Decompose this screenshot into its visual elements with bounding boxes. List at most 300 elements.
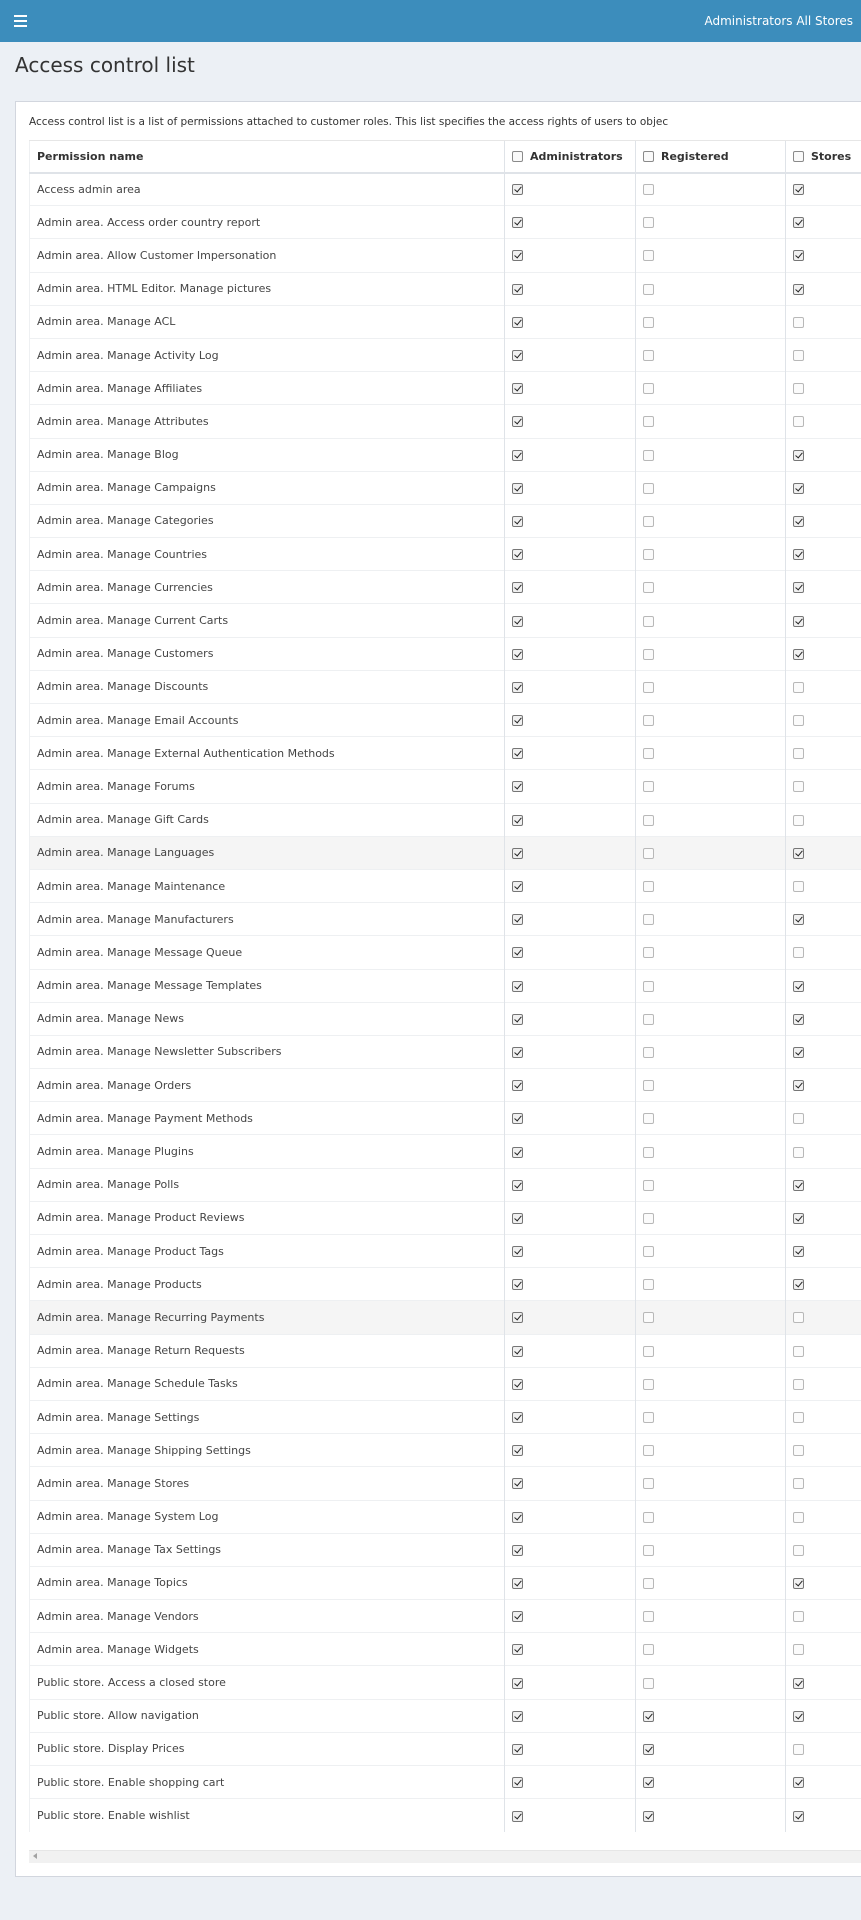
administrators-permission-checkbox[interactable] xyxy=(512,781,523,792)
administrators-permission-checkbox[interactable] xyxy=(512,649,523,660)
stores-permission-cell xyxy=(786,670,861,703)
table-row xyxy=(30,1400,861,1433)
page-title: Access control list xyxy=(15,53,195,77)
permission-name-cell: Admin area. Manage Shipping Settings xyxy=(30,1434,505,1467)
registered-permission-cell xyxy=(636,737,786,770)
registered-permission-checkbox[interactable] xyxy=(643,549,654,560)
acl-description: Access control list is a list of permissions attached to customer roles. This list specifies the access rights of users to objec xyxy=(29,116,669,128)
administrators-permission-checkbox[interactable] xyxy=(512,1777,523,1788)
registered-permission-cell xyxy=(636,604,786,637)
stores-permission-checkbox[interactable] xyxy=(793,1312,804,1323)
stores-permission-checkbox[interactable] xyxy=(793,1047,804,1058)
registered-permission-cell xyxy=(636,1467,786,1500)
stores-permission-checkbox[interactable] xyxy=(793,1512,804,1523)
administrators-permission-checkbox[interactable] xyxy=(512,1246,523,1257)
registered-permission-checkbox[interactable] xyxy=(643,1180,654,1191)
administrators-permission-cell xyxy=(505,1135,636,1168)
administrators-permission-cell xyxy=(505,471,636,504)
administrators-permission-cell xyxy=(505,504,636,537)
stores-permission-checkbox[interactable] xyxy=(793,1379,804,1390)
stores-permission-checkbox[interactable] xyxy=(793,1811,804,1822)
registered-permission-checkbox[interactable] xyxy=(643,284,654,295)
registered-permission-cell xyxy=(636,1201,786,1234)
administrators-permission-checkbox[interactable] xyxy=(512,1545,523,1556)
stores-permission-checkbox[interactable] xyxy=(793,217,804,228)
permission-name-cell: Admin area. Manage Vendors xyxy=(30,1600,505,1633)
administrators-permission-cell xyxy=(505,1334,636,1367)
administrators-permission-cell xyxy=(505,1002,636,1035)
permission-name-cell: Admin area. Manage Newsletter Subscribers xyxy=(30,1035,505,1068)
administrators-permission-checkbox[interactable] xyxy=(512,682,523,693)
registered-permission-checkbox[interactable] xyxy=(643,649,654,660)
permission-name-cell: Admin area. Manage Payment Methods xyxy=(30,1102,505,1135)
registered-permission-checkbox[interactable] xyxy=(643,1047,654,1058)
stores-permission-checkbox[interactable] xyxy=(793,1711,804,1722)
registered-permission-checkbox[interactable] xyxy=(643,317,654,328)
registered-permission-checkbox[interactable] xyxy=(643,748,654,759)
permission-name-cell: Admin area. Manage Email Accounts xyxy=(30,704,505,737)
horizontal-scrollbar[interactable] xyxy=(29,1850,861,1863)
administrators-permission-checkbox[interactable] xyxy=(512,582,523,593)
administrators-permission-checkbox[interactable] xyxy=(512,1147,523,1158)
administrators-permission-cell xyxy=(505,903,636,936)
stores-permission-checkbox[interactable] xyxy=(793,649,804,660)
administrators-permission-checkbox[interactable] xyxy=(512,815,523,826)
stores-permission-cell xyxy=(786,173,861,206)
table-row xyxy=(30,1666,861,1699)
administrators-permission-checkbox[interactable] xyxy=(512,1014,523,1025)
registered-permission-checkbox[interactable] xyxy=(643,383,654,394)
administrators-permission-checkbox[interactable] xyxy=(512,217,523,228)
stores-permission-checkbox[interactable] xyxy=(793,250,804,261)
administrators-permission-checkbox[interactable] xyxy=(512,1445,523,1456)
administrators-permission-checkbox[interactable] xyxy=(512,416,523,427)
stores-permission-checkbox[interactable] xyxy=(793,582,804,593)
table-row xyxy=(30,372,861,405)
permission-name-cell: Admin area. Manage Categories xyxy=(30,504,505,537)
administrators-permission-cell xyxy=(505,1268,636,1301)
registered-permission-checkbox[interactable] xyxy=(643,1478,654,1489)
stores-permission-checkbox[interactable] xyxy=(793,881,804,892)
stores-permission-checkbox[interactable] xyxy=(793,1113,804,1124)
stores-permission-checkbox[interactable] xyxy=(793,947,804,958)
table-row xyxy=(30,704,861,737)
stores-permission-checkbox[interactable] xyxy=(793,1180,804,1191)
administrators-permission-checkbox[interactable] xyxy=(512,1711,523,1722)
administrators-permission-checkbox[interactable] xyxy=(512,549,523,560)
registered-permission-checkbox[interactable] xyxy=(643,947,654,958)
table-row xyxy=(30,239,861,272)
administrators-permission-checkbox[interactable] xyxy=(512,947,523,958)
stores-permission-checkbox[interactable] xyxy=(793,1478,804,1489)
acl-table xyxy=(29,140,861,1832)
registered-permission-checkbox[interactable] xyxy=(643,1312,654,1323)
registered-permission-cell xyxy=(636,338,786,371)
registered-permission-checkbox[interactable] xyxy=(643,715,654,726)
registered-permission-checkbox[interactable] xyxy=(643,881,654,892)
table-row xyxy=(30,770,861,803)
permission-name-cell: Admin area. Manage Topics xyxy=(30,1566,505,1599)
registered-permission-cell xyxy=(636,1799,786,1832)
registered-permission-cell xyxy=(636,1069,786,1102)
stores-permission-cell xyxy=(786,1334,861,1367)
registered-permission-checkbox[interactable] xyxy=(643,450,654,461)
stores-permission-cell xyxy=(786,305,861,338)
stores-permission-checkbox[interactable] xyxy=(793,1213,804,1224)
administrators-permission-cell xyxy=(505,571,636,604)
stores-permission-checkbox[interactable] xyxy=(793,815,804,826)
administrators-permission-cell xyxy=(505,1301,636,1334)
permission-name-cell: Admin area. Manage Forums xyxy=(30,770,505,803)
stores-permission-cell xyxy=(786,1135,861,1168)
table-row xyxy=(30,405,861,438)
registered-permission-cell xyxy=(636,438,786,471)
table-row xyxy=(30,1799,861,1832)
administrators-permission-checkbox[interactable] xyxy=(512,1478,523,1489)
administrators-permission-checkbox[interactable] xyxy=(512,1213,523,1224)
registered-permission-checkbox[interactable] xyxy=(643,1412,654,1423)
permission-name-cell: Public store. Enable shopping cart xyxy=(30,1766,505,1799)
registered-permission-checkbox[interactable] xyxy=(643,1379,654,1390)
registered-permission-cell xyxy=(636,504,786,537)
acl-table-scroll[interactable] xyxy=(29,140,861,1832)
administrators-permission-cell xyxy=(505,1168,636,1201)
permission-name-cell: Admin area. Manage Activity Log xyxy=(30,338,505,371)
stores-permission-checkbox[interactable] xyxy=(793,914,804,925)
administrators-permission-checkbox[interactable] xyxy=(512,715,523,726)
stores-permission-checkbox[interactable] xyxy=(793,1611,804,1622)
permission-name-cell: Admin area. Manage Maintenance xyxy=(30,869,505,902)
registered-permission-checkbox[interactable] xyxy=(643,350,654,361)
stores-permission-cell xyxy=(786,936,861,969)
stores-permission-cell xyxy=(786,1035,861,1068)
stores-permission-checkbox[interactable] xyxy=(793,848,804,859)
stores-permission-checkbox[interactable] xyxy=(793,317,804,328)
administrators-permission-cell xyxy=(505,836,636,869)
stores-permission-checkbox[interactable] xyxy=(793,781,804,792)
stores-permission-checkbox[interactable] xyxy=(793,1014,804,1025)
administrators-permission-checkbox[interactable] xyxy=(512,1811,523,1822)
registered-permission-checkbox[interactable] xyxy=(643,217,654,228)
registered-permission-checkbox[interactable] xyxy=(643,1346,654,1357)
permission-name-cell: Admin area. Manage Plugins xyxy=(30,1135,505,1168)
registered-permission-checkbox[interactable] xyxy=(643,1512,654,1523)
menu-toggle-icon[interactable] xyxy=(14,13,27,29)
stores-permission-cell xyxy=(786,1268,861,1301)
column-header-stores xyxy=(786,141,861,173)
registered-permission-checkbox[interactable] xyxy=(643,184,654,195)
administrators-permission-checkbox[interactable] xyxy=(512,1744,523,1755)
registered-permission-checkbox[interactable] xyxy=(643,516,654,527)
permission-name-cell: Admin area. Manage News xyxy=(30,1002,505,1035)
registered-permission-checkbox[interactable] xyxy=(643,416,654,427)
table-row xyxy=(30,1633,861,1666)
administrators-permission-checkbox[interactable] xyxy=(512,1346,523,1357)
stores-permission-checkbox[interactable] xyxy=(793,682,804,693)
stores-permission-checkbox[interactable] xyxy=(793,1644,804,1655)
stores-permission-checkbox[interactable] xyxy=(793,1346,804,1357)
stores-permission-cell xyxy=(786,338,861,371)
administrators-permission-checkbox[interactable] xyxy=(512,748,523,759)
stores-permission-cell xyxy=(786,1766,861,1799)
administrators-permission-cell xyxy=(505,1732,636,1765)
stores-permission-checkbox[interactable] xyxy=(793,516,804,527)
administrators-permission-checkbox[interactable] xyxy=(512,1678,523,1689)
administrators-permission-checkbox[interactable] xyxy=(512,1512,523,1523)
stores-permission-checkbox[interactable] xyxy=(793,1147,804,1158)
table-row xyxy=(30,604,861,637)
registered-permission-checkbox[interactable] xyxy=(643,1678,654,1689)
registered-permission-checkbox[interactable] xyxy=(643,981,654,992)
administrators-permission-cell xyxy=(505,1102,636,1135)
select-all-registered-checkbox[interactable] xyxy=(643,151,654,162)
stores-permission-cell xyxy=(786,438,861,471)
select-all-administrators-checkbox[interactable] xyxy=(512,151,523,162)
stores-permission-checkbox[interactable] xyxy=(793,416,804,427)
registered-permission-checkbox[interactable] xyxy=(643,1744,654,1755)
table-row xyxy=(30,1467,861,1500)
table-row xyxy=(30,1566,861,1599)
stores-permission-checkbox[interactable] xyxy=(793,1246,804,1257)
administrators-permission-cell xyxy=(505,770,636,803)
registered-permission-cell xyxy=(636,1168,786,1201)
permission-name-cell: Admin area. Manage Affiliates xyxy=(30,372,505,405)
permission-name-cell: Admin area. Manage Settings xyxy=(30,1400,505,1433)
administrators-permission-checkbox[interactable] xyxy=(512,1644,523,1655)
registered-permission-checkbox[interactable] xyxy=(643,616,654,627)
table-row xyxy=(30,1201,861,1234)
administrators-permission-checkbox[interactable] xyxy=(512,1279,523,1290)
registered-permission-checkbox[interactable] xyxy=(643,781,654,792)
administrators-permission-cell xyxy=(505,1434,636,1467)
stores-permission-checkbox[interactable] xyxy=(793,981,804,992)
permission-name-cell: Admin area. Manage Customers xyxy=(30,637,505,670)
table-row xyxy=(30,936,861,969)
stores-permission-cell xyxy=(786,969,861,1002)
registered-permission-checkbox[interactable] xyxy=(643,914,654,925)
stores-permission-cell xyxy=(786,1799,861,1832)
permission-name-cell: Admin area. Manage External Authentication Methods xyxy=(30,737,505,770)
stores-permission-checkbox[interactable] xyxy=(793,1777,804,1788)
stores-permission-cell xyxy=(786,405,861,438)
select-all-stores-checkbox[interactable] xyxy=(793,151,804,162)
administrators-permission-cell xyxy=(505,1600,636,1633)
registered-permission-checkbox[interactable] xyxy=(643,1578,654,1589)
stores-permission-checkbox[interactable] xyxy=(793,184,804,195)
administrators-permission-checkbox[interactable] xyxy=(512,483,523,494)
registered-permission-checkbox[interactable] xyxy=(643,682,654,693)
acl-header-row xyxy=(30,141,861,173)
registered-permission-cell xyxy=(636,803,786,836)
table-row xyxy=(30,1268,861,1301)
stores-permission-cell xyxy=(786,1434,861,1467)
registered-permission-checkbox[interactable] xyxy=(643,1279,654,1290)
permission-name-cell: Admin area. Manage Recurring Payments xyxy=(30,1301,505,1334)
stores-permission-checkbox[interactable] xyxy=(793,383,804,394)
administrators-permission-checkbox[interactable] xyxy=(512,450,523,461)
registered-permission-cell xyxy=(636,1434,786,1467)
registered-permission-checkbox[interactable] xyxy=(643,815,654,826)
stores-permission-checkbox[interactable] xyxy=(793,549,804,560)
registered-permission-checkbox[interactable] xyxy=(643,483,654,494)
stores-permission-checkbox[interactable] xyxy=(793,748,804,759)
administrators-permission-checkbox[interactable] xyxy=(512,848,523,859)
registered-permission-cell xyxy=(636,173,786,206)
administrators-permission-checkbox[interactable] xyxy=(512,516,523,527)
registered-permission-checkbox[interactable] xyxy=(643,582,654,593)
table-row xyxy=(30,504,861,537)
administrators-permission-checkbox[interactable] xyxy=(512,350,523,361)
administrators-permission-checkbox[interactable] xyxy=(512,1113,523,1124)
administrators-permission-cell xyxy=(505,604,636,637)
registered-permission-checkbox[interactable] xyxy=(643,1711,654,1722)
stores-permission-cell xyxy=(786,1168,861,1201)
registered-permission-checkbox[interactable] xyxy=(643,1611,654,1622)
stores-permission-checkbox[interactable] xyxy=(793,616,804,627)
registered-permission-cell xyxy=(636,1035,786,1068)
registered-permission-cell xyxy=(636,836,786,869)
registered-permission-checkbox[interactable] xyxy=(643,1811,654,1822)
administrators-permission-checkbox[interactable] xyxy=(512,317,523,328)
administrators-permission-checkbox[interactable] xyxy=(512,184,523,195)
table-row xyxy=(30,1732,861,1765)
administrators-permission-checkbox[interactable] xyxy=(512,1412,523,1423)
administrators-permission-cell xyxy=(505,637,636,670)
registered-permission-checkbox[interactable] xyxy=(643,1147,654,1158)
registered-permission-checkbox[interactable] xyxy=(643,1080,654,1091)
registered-permission-cell xyxy=(636,206,786,239)
registered-permission-cell xyxy=(636,637,786,670)
permission-name-cell: Admin area. HTML Editor. Manage pictures xyxy=(30,272,505,305)
administrators-permission-checkbox[interactable] xyxy=(512,981,523,992)
registered-permission-cell xyxy=(636,1367,786,1400)
table-row xyxy=(30,1102,861,1135)
stores-permission-checkbox[interactable] xyxy=(793,284,804,295)
current-user-label[interactable]: Administrators All Stores xyxy=(704,14,853,28)
permission-name-cell: Admin area. Manage Blog xyxy=(30,438,505,471)
administrators-permission-cell xyxy=(505,206,636,239)
stores-permission-checkbox[interactable] xyxy=(793,1080,804,1091)
registered-permission-checkbox[interactable] xyxy=(643,1113,654,1124)
table-row xyxy=(30,173,861,206)
stores-permission-checkbox[interactable] xyxy=(793,715,804,726)
administrators-permission-checkbox[interactable] xyxy=(512,1080,523,1091)
stores-permission-cell xyxy=(786,1467,861,1500)
registered-permission-checkbox[interactable] xyxy=(643,250,654,261)
administrators-permission-checkbox[interactable] xyxy=(512,250,523,261)
registered-permission-checkbox[interactable] xyxy=(643,1014,654,1025)
stores-permission-cell xyxy=(786,1732,861,1765)
table-row xyxy=(30,1766,861,1799)
stores-permission-checkbox[interactable] xyxy=(793,1744,804,1755)
stores-permission-cell xyxy=(786,372,861,405)
registered-permission-checkbox[interactable] xyxy=(643,1777,654,1788)
administrators-permission-checkbox[interactable] xyxy=(512,1611,523,1622)
registered-permission-cell xyxy=(636,936,786,969)
administrators-permission-checkbox[interactable] xyxy=(512,284,523,295)
administrators-permission-cell xyxy=(505,372,636,405)
registered-permission-checkbox[interactable] xyxy=(643,1445,654,1456)
table-row xyxy=(30,737,861,770)
registered-permission-cell xyxy=(636,471,786,504)
table-row xyxy=(30,1235,861,1268)
administrators-permission-cell xyxy=(505,438,636,471)
administrators-permission-checkbox[interactable] xyxy=(512,1047,523,1058)
administrators-permission-checkbox[interactable] xyxy=(512,1180,523,1191)
stores-permission-cell xyxy=(786,604,861,637)
permission-name-cell: Admin area. Manage Message Queue xyxy=(30,936,505,969)
stores-permission-checkbox[interactable] xyxy=(793,1279,804,1290)
administrators-permission-cell xyxy=(505,737,636,770)
table-row xyxy=(30,637,861,670)
administrators-permission-checkbox[interactable] xyxy=(512,1578,523,1589)
administrators-permission-checkbox[interactable] xyxy=(512,1312,523,1323)
registered-permission-cell xyxy=(636,1566,786,1599)
stores-permission-cell xyxy=(786,1666,861,1699)
stores-permission-checkbox[interactable] xyxy=(793,483,804,494)
administrators-permission-checkbox[interactable] xyxy=(512,881,523,892)
administrators-permission-cell xyxy=(505,1633,636,1666)
registered-permission-cell xyxy=(636,969,786,1002)
scroll-left-arrow-icon[interactable] xyxy=(33,1853,37,1859)
stores-permission-cell xyxy=(786,272,861,305)
registered-permission-checkbox[interactable] xyxy=(643,1644,654,1655)
permission-name-cell: Admin area. Manage ACL xyxy=(30,305,505,338)
registered-permission-checkbox[interactable] xyxy=(643,1246,654,1257)
administrators-permission-cell xyxy=(505,239,636,272)
table-row xyxy=(30,1600,861,1633)
registered-permission-checkbox[interactable] xyxy=(643,1213,654,1224)
permission-name-cell: Admin area. Manage Message Templates xyxy=(30,969,505,1002)
permission-name-cell: Admin area. Manage Orders xyxy=(30,1069,505,1102)
permission-name-cell: Admin area. Allow Customer Impersonation xyxy=(30,239,505,272)
table-row xyxy=(30,206,861,239)
stores-permission-checkbox[interactable] xyxy=(793,1412,804,1423)
stores-permission-checkbox[interactable] xyxy=(793,350,804,361)
administrators-permission-cell xyxy=(505,1400,636,1433)
stores-permission-cell xyxy=(786,1699,861,1732)
stores-permission-checkbox[interactable] xyxy=(793,1578,804,1589)
stores-permission-checkbox[interactable] xyxy=(793,450,804,461)
administrators-permission-cell xyxy=(505,936,636,969)
administrators-permission-checkbox[interactable] xyxy=(512,616,523,627)
administrators-permission-checkbox[interactable] xyxy=(512,914,523,925)
administrators-permission-cell xyxy=(505,803,636,836)
registered-permission-cell xyxy=(636,1533,786,1566)
stores-permission-cell xyxy=(786,1633,861,1666)
table-row xyxy=(30,272,861,305)
stores-permission-checkbox[interactable] xyxy=(793,1678,804,1689)
stores-permission-cell xyxy=(786,1367,861,1400)
stores-permission-cell xyxy=(786,538,861,571)
stores-permission-cell xyxy=(786,1002,861,1035)
stores-permission-cell xyxy=(786,803,861,836)
administrators-permission-cell xyxy=(505,538,636,571)
stores-permission-checkbox[interactable] xyxy=(793,1445,804,1456)
stores-permission-checkbox[interactable] xyxy=(793,1545,804,1556)
registered-permission-cell xyxy=(636,1666,786,1699)
administrators-permission-cell xyxy=(505,1467,636,1500)
administrators-permission-cell xyxy=(505,1566,636,1599)
registered-permission-checkbox[interactable] xyxy=(643,1545,654,1556)
registered-permission-cell xyxy=(636,372,786,405)
registered-permission-checkbox[interactable] xyxy=(643,848,654,859)
administrators-permission-cell xyxy=(505,1666,636,1699)
administrators-permission-checkbox[interactable] xyxy=(512,1379,523,1390)
administrators-permission-checkbox[interactable] xyxy=(512,383,523,394)
stores-permission-cell xyxy=(786,770,861,803)
registered-permission-cell xyxy=(636,704,786,737)
